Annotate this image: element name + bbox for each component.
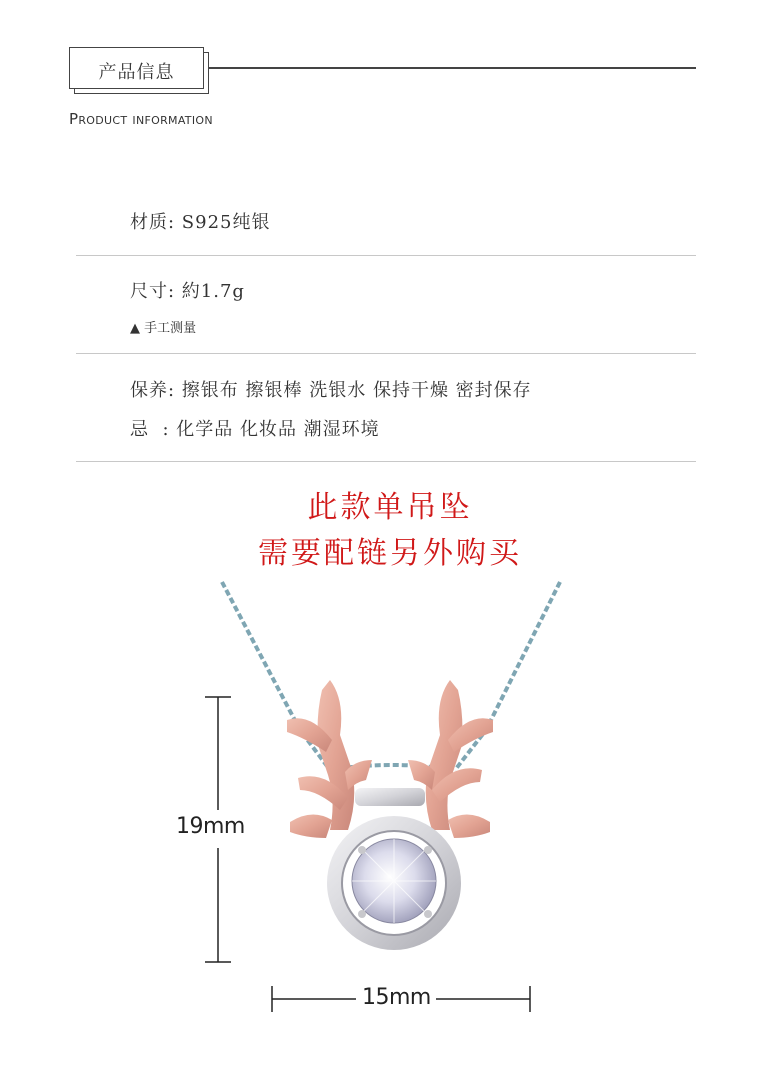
section-subtitle: Product information <box>69 110 213 128</box>
spec-care: 保养: 擦银布 擦银棒 洗银水 保持干燥 密封保存 <box>130 380 532 401</box>
width-label: 15mm <box>362 985 431 1010</box>
section-title: 产品信息 <box>98 62 175 83</box>
spec-avoid: 忌 : 化学品 化妆品 潮湿环境 <box>130 419 380 440</box>
left-antler <box>287 680 372 838</box>
divider <box>76 461 696 462</box>
right-antler <box>408 680 493 838</box>
notice-line-2: 需要配链另外购买 <box>258 536 522 571</box>
divider <box>76 353 696 354</box>
spec-size-note: ▲ 手工测量 <box>130 321 197 336</box>
chain <box>222 582 560 770</box>
header-rule <box>204 67 696 69</box>
height-label: 19mm <box>176 814 245 839</box>
header-box <box>69 47 204 89</box>
divider <box>76 255 696 256</box>
notice-line-1: 此款单吊坠 <box>307 490 473 525</box>
spec-size: 尺寸: 約1.7g <box>130 281 245 302</box>
bail <box>355 788 425 806</box>
spec-material: 材质: S925纯银 <box>130 212 271 233</box>
